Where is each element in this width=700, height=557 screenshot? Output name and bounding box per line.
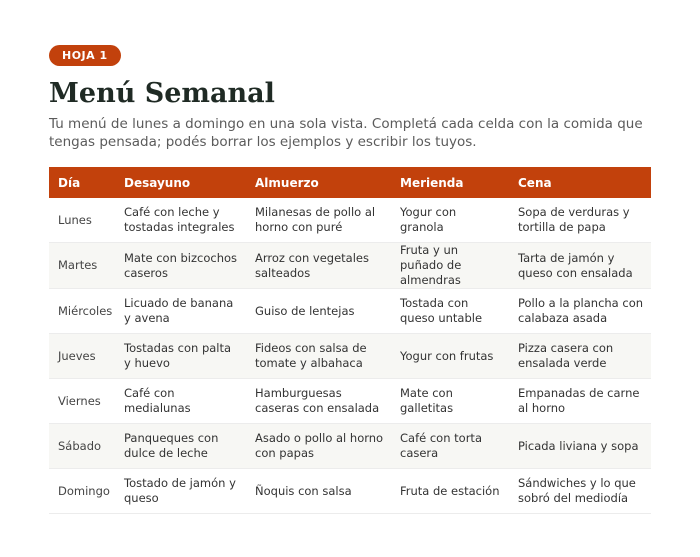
meal-cell-cena[interactable]: Sándwiches y lo que sobró del mediodía [509,469,651,514]
meal-cell-almuerzo[interactable]: Arroz con vegetales salteados [246,243,391,289]
meal-cell-almuerzo[interactable]: Hamburguesas caseras con ensalada [246,379,391,424]
meal-cell-cena[interactable]: Pollo a la plancha con calabaza asada [509,289,651,334]
meal-cell-merienda[interactable]: Yogur con frutas [391,334,509,379]
column-header-desayuno: Desayuno [115,167,246,198]
table-row [49,289,651,334]
table-row [49,334,651,379]
table-row [49,469,651,514]
table-row [49,243,651,289]
meal-cell-merienda[interactable]: Fruta de estación [391,469,509,514]
meal-cell-merienda[interactable]: Fruta y un puñado de almendras [391,243,509,289]
column-header-cena: Cena [509,167,651,198]
sheet-badge: HOJA 1 [49,45,121,66]
meal-cell-almuerzo[interactable]: Guiso de lentejas [246,289,391,334]
column-header-almuerzo: Almuerzo [246,167,391,198]
meal-cell-merienda[interactable]: Café con torta casera [391,424,509,469]
weekly-menu-table [49,167,651,514]
meal-cell-desayuno[interactable]: Café con leche y tostadas integrales [115,198,246,243]
day-cell: Domingo [49,469,115,514]
table-header-row [49,167,651,198]
meal-cell-merienda[interactable]: Yogur con granola [391,198,509,243]
meal-cell-almuerzo[interactable]: Fideos con salsa de tomate y albahaca [246,334,391,379]
meal-cell-cena[interactable]: Tarta de jamón y queso con ensalada [509,243,651,289]
meal-cell-merienda[interactable]: Mate con galletitas [391,379,509,424]
table-row [49,198,651,243]
table-row [49,424,651,469]
meal-cell-desayuno[interactable]: Mate con bizcochos caseros [115,243,246,289]
meal-cell-merienda[interactable]: Tostada con queso untable [391,289,509,334]
meal-cell-desayuno[interactable]: Panqueques con dulce de leche [115,424,246,469]
meal-cell-desayuno[interactable]: Licuado de banana y avena [115,289,246,334]
page-title: Menú Semanal [49,78,275,109]
column-header-dia: Día [49,167,115,198]
page-subtitle: Tu menú de lunes a domingo en una sola vista. Completá cada celda con la comida que tengas pensada; podés borrar los ejemplos y escribir los tuyos. [49,116,643,150]
meal-cell-cena[interactable]: Sopa de verduras y tortilla de papa [509,198,651,243]
meal-cell-desayuno[interactable]: Tostadas con palta y huevo [115,334,246,379]
day-cell: Jueves [49,334,115,379]
meal-cell-desayuno[interactable]: Tostado de jamón y queso [115,469,246,514]
day-cell: Sábado [49,424,115,469]
meal-cell-almuerzo[interactable]: Milanesas de pollo al horno con puré [246,198,391,243]
meal-cell-cena[interactable]: Empanadas de carne al horno [509,379,651,424]
meal-cell-almuerzo[interactable]: Asado o pollo al horno con papas [246,424,391,469]
table-row [49,379,651,424]
meal-cell-cena[interactable]: Picada liviana y sopa [509,424,651,469]
day-cell: Miércoles [49,289,115,334]
meal-cell-almuerzo[interactable]: Ñoquis con salsa [246,469,391,514]
day-cell: Martes [49,243,115,289]
day-cell: Viernes [49,379,115,424]
meal-cell-desayuno[interactable]: Café con medialunas [115,379,246,424]
day-cell: Lunes [49,198,115,243]
column-header-merienda: Merienda [391,167,509,198]
meal-cell-cena[interactable]: Pizza casera con ensalada verde [509,334,651,379]
